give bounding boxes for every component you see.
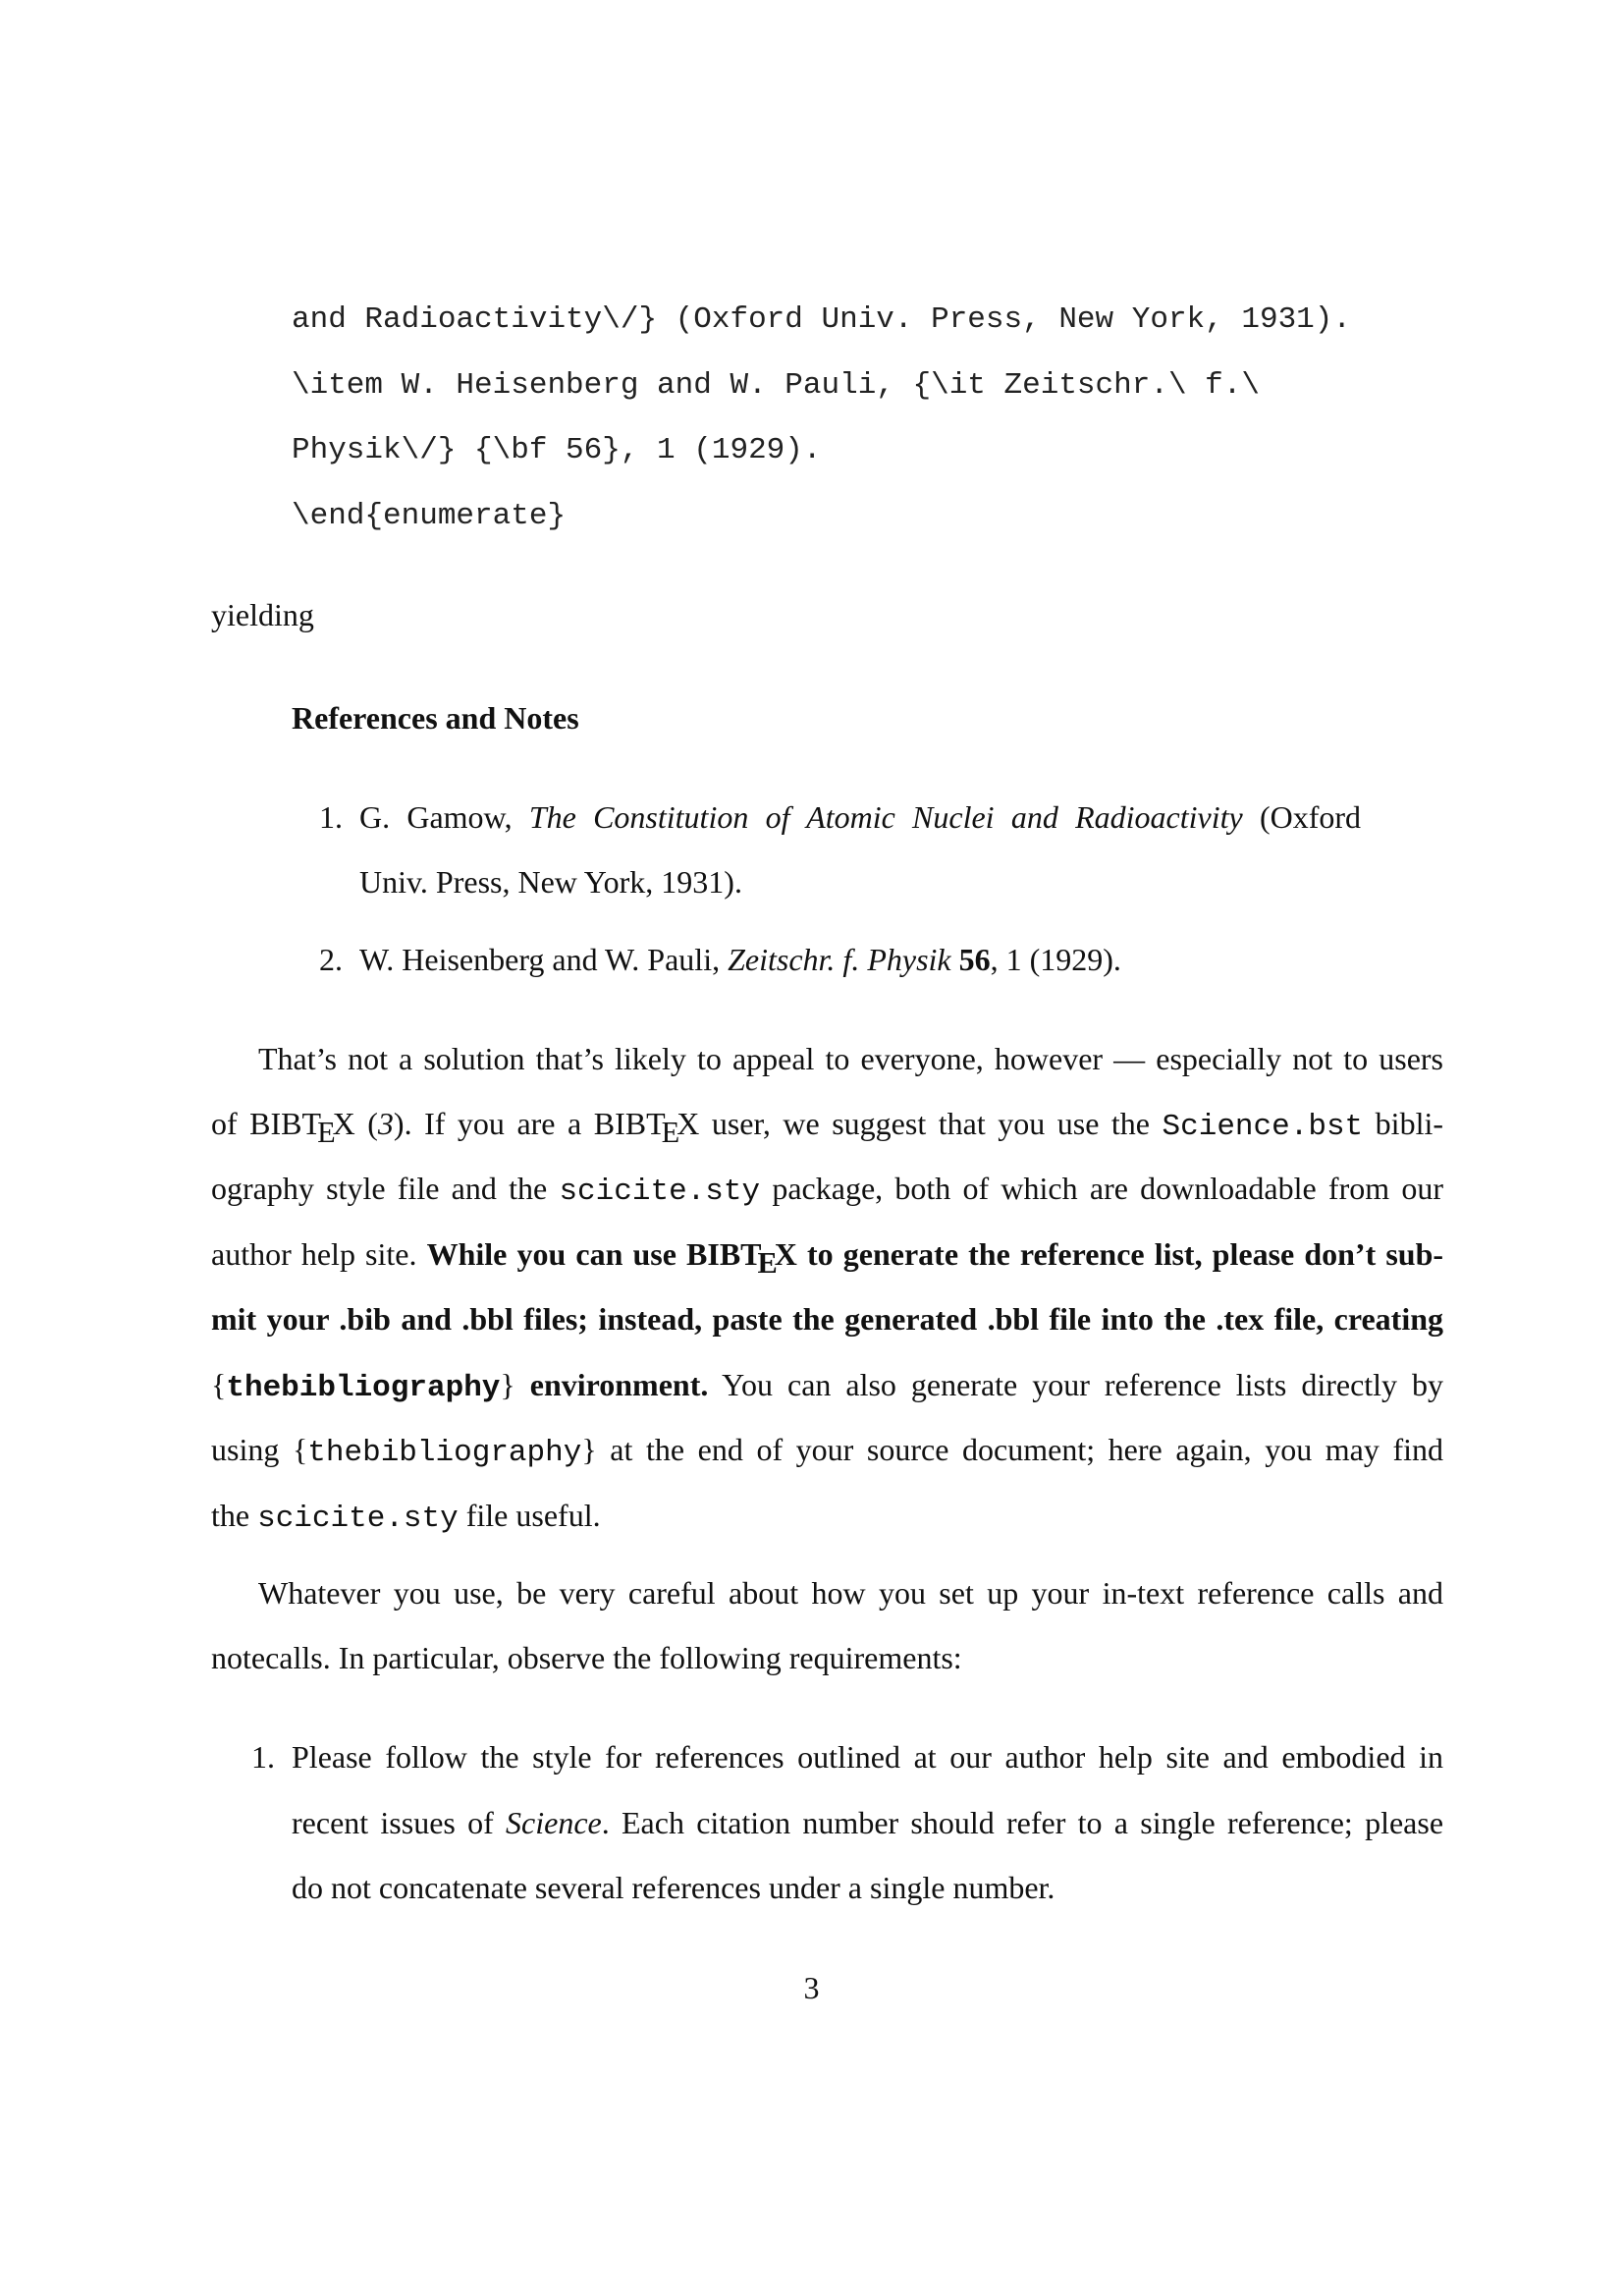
list-item-line: do not concatenate several references under a single number. (292, 1870, 1055, 1905)
environment-name: thebibliography (226, 1371, 501, 1405)
paragraph-line: using {thebibliography} at the end of your source document; here again, you may find (211, 1432, 1444, 1470)
paragraph-line: ography style file and the scicite.sty package, both of which are downloadable from our (211, 1171, 1444, 1209)
code-line: \item W. Heisenberg and W. Pauli, {\it Zeitschr.\ f.\ (292, 368, 1260, 403)
reference-continuation: Univ. Press, New York, 1931). (359, 864, 742, 900)
reference-number: 2. (319, 942, 343, 977)
paragraph-line: the scicite.sty file useful. (211, 1498, 601, 1536)
reference-title: The Constitution of Atomic Nuclei and Radioactivity (528, 799, 1243, 835)
reference-pages: , 1 (1929). (990, 942, 1121, 977)
list-item-line: Please follow the style for references outlined at our author help site and embodied in (292, 1739, 1443, 1775)
list-number: 1. (251, 1739, 275, 1775)
code-line: and Radioactivity\/} (Oxford Univ. Press, New York, 1931). (292, 302, 1351, 337)
reference-journal: Zeitschr. f. Physik (728, 942, 951, 977)
reference-author: W. Heisenberg and W. Pauli, (359, 942, 721, 977)
environment-name: thebibliography (307, 1436, 582, 1470)
code-line: \end{enumerate} (292, 499, 567, 533)
file-name: scicite.sty (257, 1502, 459, 1536)
reference-item (359, 797, 1361, 837)
paragraph-line: of BIBTEX (3). If you are a BIBTEX user, we suggest that you use the Science.bst bibli- (211, 1106, 1443, 1149)
reference-number: 1. (319, 799, 343, 835)
reference-volume: 56 (958, 942, 991, 977)
paragraph-line: Whatever you use, be very careful about how you set up your in-text reference calls and (258, 1575, 1443, 1611)
file-name: scicite.sty (559, 1175, 761, 1209)
paragraph-line: That’s not a solution that’s likely to appeal to everyone, however — especially not to users (258, 1041, 1443, 1076)
code-line: Physik\/} {\bf 56}, 1 (1929). (292, 433, 822, 467)
paragraph-line: {thebibliography} environment. You can also generate your reference lists directly by (211, 1367, 1444, 1405)
references-heading: References and Notes (292, 700, 579, 736)
paragraph-line: author help site. While you can use BIBTEX to generate the reference list, please don’t sub- (211, 1236, 1444, 1280)
reference-publisher: (Oxford (1259, 799, 1362, 835)
reference-item (359, 940, 1121, 979)
yielding-text: yielding (211, 597, 314, 632)
paragraph-line: notecalls. In particular, observe the following requirements: (211, 1640, 962, 1675)
page-number: 3 (803, 1970, 820, 2005)
list-item-line: recent issues of Science. Each citation number should refer to a single reference; please (292, 1805, 1444, 1840)
reference-author: G. Gamow, (359, 799, 513, 835)
paragraph-line: mit your .bib and .bbl files; instead, paste the generated .bbl file into the .tex file, creating (211, 1301, 1443, 1337)
file-name: Science.bst (1162, 1110, 1364, 1144)
